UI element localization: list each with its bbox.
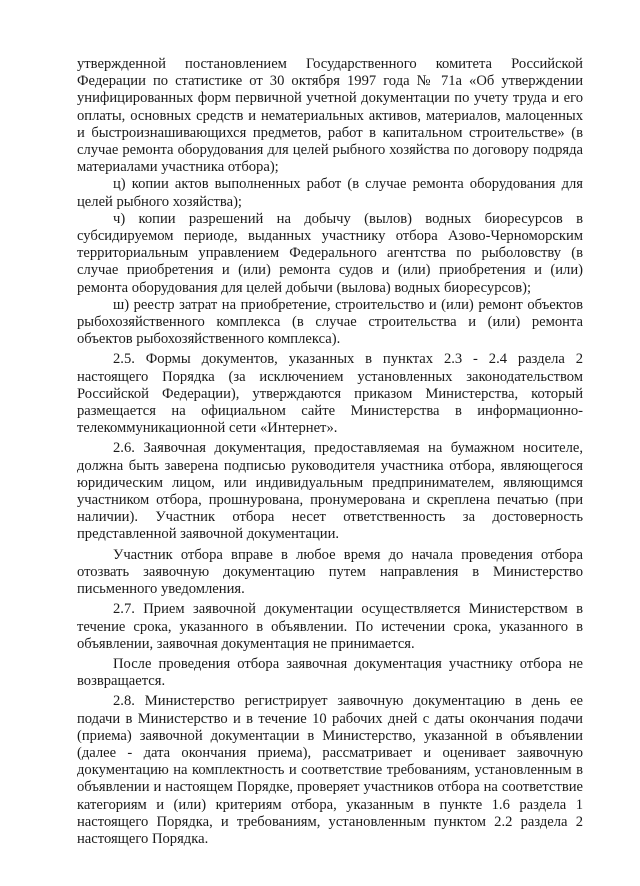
- paragraph-2-6: 2.6. Заявочная документация, предоставляемая на бумажном носителе, должна быть заверена подписью руководителя участника отбора, являющегося юридическим лицом, или индивидуальным предпринимателем, являющимся участником отбора, прошнурована, пронумерована и скреплена печатью (при наличии). Участник отбора несет ответственность за достоверность представленной заявочной документации.: [77, 440, 583, 543]
- document-page: [77, 56, 583, 848]
- paragraph-intro: утвержденной постановлением Государственного комитета Российской Федерации по статистике от 30 октября 1997 года № 71а «Об утверждении унифицированных форм первичной учетной документации по учету труда и его оплаты, основных средств и нематериальных активов, материалов, малоценных и быстроизнашивающихся предметов, работ в капитальном строительстве» (в случае ремонта оборудования для целей рыбного хозяйства по договору подряда материалами участника отбора);: [77, 56, 583, 176]
- paragraph-2-7-return: После проведения отбора заявочная документация участнику отбора не возвращается.: [77, 655, 583, 690]
- paragraph-2-8: 2.8. Министерство регистрирует заявочную документацию в день ее подачи в Министерство и в течение 10 рабочих дней с даты окончания подачи (приема) заявочной документации в Министерство, указанной в объявлении (далее - дата окончания приема), рассматривает и оценивает заявочную документацию на комплектность и соответствие требованиям, установленным в объявлении и настоящем Порядке, проверяет участников отбора на соответствие категориям и (или) критериям отбора, указанным в пункте 1.6 раздела 1 настоящего Порядка, и требованиям, установленным пунктом 2.2 раздела 2 настоящего Порядка.: [77, 693, 583, 847]
- paragraph-2-5: 2.5. Формы документов, указанных в пунктах 2.3 - 2.4 раздела 2 настоящего Порядка (за исключением установленных законодательством Российской Федерации), утверждаются приказом Министерства, который размещается на официальном сайте Министерства в информационно-телекоммуникационной сети «Интернет».: [77, 351, 583, 437]
- paragraph-item-sh: ш) реестр затрат на приобретение, строительство и (или) ремонт объектов рыбохозяйственного комплекса (в случае строительства и (или) ремонта объектов рыбохозяйственного комплекса).: [77, 296, 583, 348]
- paragraph-2-7: 2.7. Прием заявочной документации осуществляется Министерством в течение срока, указанного в объявлении. По истечении срока, указанного в объявлении, заявочная документация не принимается.: [77, 601, 583, 652]
- paragraph-item-ch: ч) копии разрешений на добычу (вылов) водных биоресурсов в субсидируемом периоде, выданных участнику отбора Азово-Черноморским территориальным управлением Федерального агентства по рыболовству (в случае приобретения и (или) ремонта судов и (или) приобретения и (или) ремонта оборудования для целей добычи (вылова) водных биоресурсов);: [77, 210, 583, 296]
- paragraph-2-6-withdrawal: Участник отбора вправе в любое время до начала проведения отбора отозвать заявочную документацию путем направления в Министерство письменного уведомления.: [77, 546, 583, 598]
- paragraph-item-ts: ц) копии актов выполненных работ (в случае ремонта оборудования для целей рыбного хозяйства);: [77, 176, 583, 210]
